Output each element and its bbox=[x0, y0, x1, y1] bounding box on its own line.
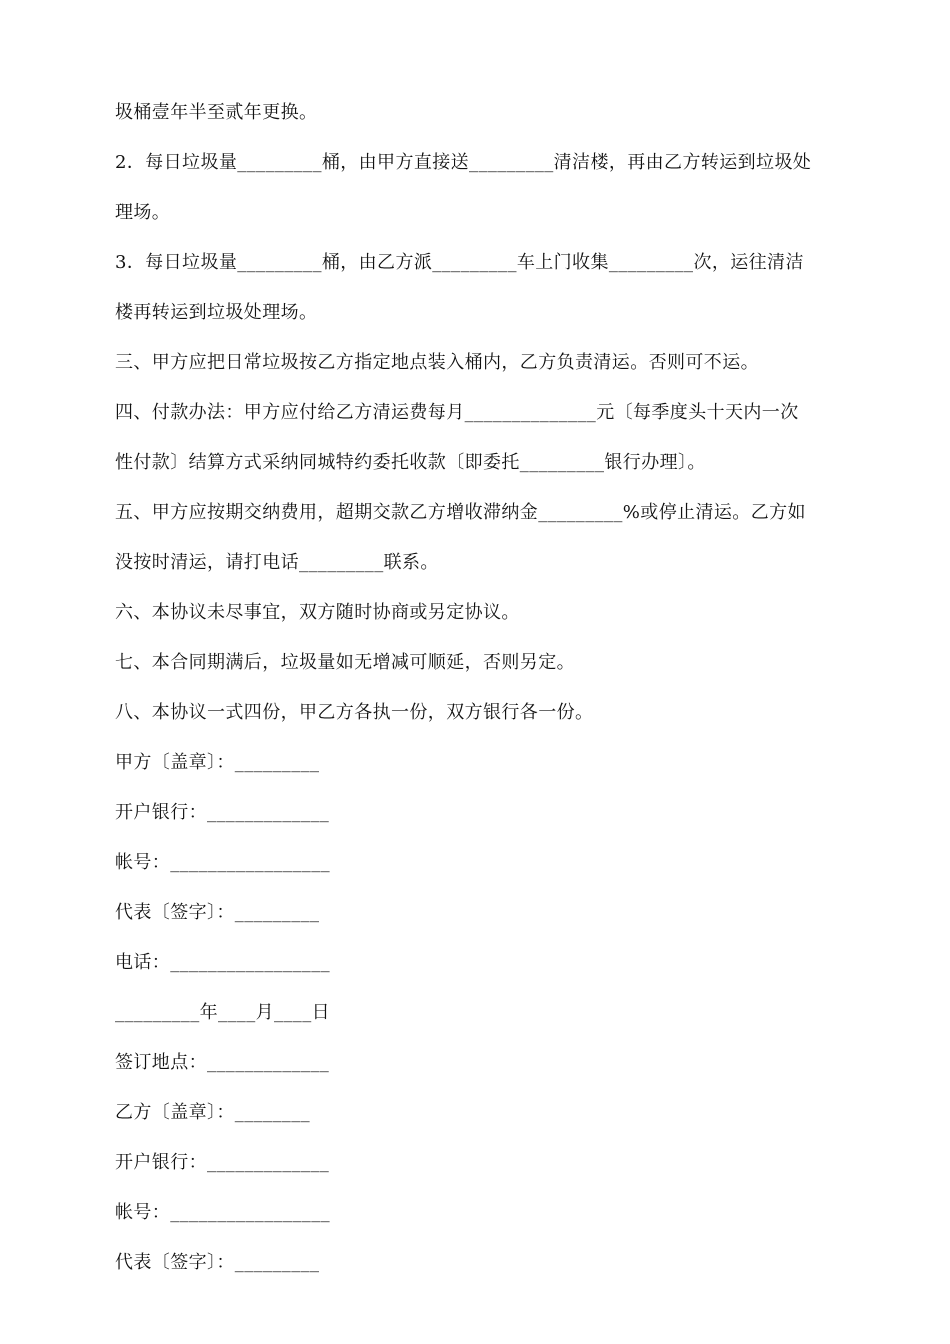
signature-field: 代表〔签字〕：_________ bbox=[115, 902, 320, 923]
signature-field: 代表〔签字〕：_________ bbox=[115, 1252, 320, 1273]
text-line: 楼再转运到垃圾处理场。 bbox=[115, 302, 318, 323]
text-line: 没按时清运，请打电话_________联系。 bbox=[115, 552, 439, 573]
text-line: 2．每日垃圾量_________桶，由甲方直接送_________清洁楼，再由乙方转运到垃圾处 bbox=[115, 152, 812, 173]
text-line: 六、本协议未尽事宜，双方随时协商或另定协议。 bbox=[115, 602, 520, 623]
text-line: 理场。 bbox=[115, 202, 171, 223]
text-line: 五、甲方应按期交纳费用，超期交款乙方增收滞纳金_________%或停止清运。乙方如 bbox=[115, 502, 806, 523]
text-line: 三、甲方应把日常垃圾按乙方指定地点装入桶内，乙方负责清运。否则可不运。 bbox=[115, 352, 759, 373]
signature-field: 乙方〔盖章〕：________ bbox=[115, 1102, 310, 1123]
text-line: 性付款〕结算方式采纳同城特约委托收款〔即委托_________银行办理〕。 bbox=[115, 452, 706, 473]
signature-field: 帐号：_________________ bbox=[115, 852, 330, 873]
date-field: _________年____月____日 bbox=[115, 1002, 330, 1023]
signature-field: 开户银行：_____________ bbox=[115, 802, 330, 823]
text-line: 八、本协议一式四份，甲乙方各执一份，双方银行各一份。 bbox=[115, 702, 594, 723]
text-line: 圾桶壹年半至贰年更换。 bbox=[115, 102, 318, 123]
text-line: 3．每日垃圾量_________桶，由乙方派_________车上门收集_________次，运往清洁 bbox=[115, 252, 804, 273]
signature-field: 电话：_________________ bbox=[115, 952, 330, 973]
signature-field: 开户银行：_____________ bbox=[115, 1152, 330, 1173]
text-line: 四、付款办法：甲方应付给乙方清运费每月______________元〔每季度头十天内一次 bbox=[115, 402, 799, 423]
signature-field: 甲方〔盖章〕：_________ bbox=[115, 752, 320, 773]
signature-field: 签订地点：_____________ bbox=[115, 1052, 330, 1073]
signature-field: 帐号：_________________ bbox=[115, 1202, 330, 1223]
text-line: 七、本合同期满后，垃圾量如无增减可顺延，否则另定。 bbox=[115, 652, 575, 673]
